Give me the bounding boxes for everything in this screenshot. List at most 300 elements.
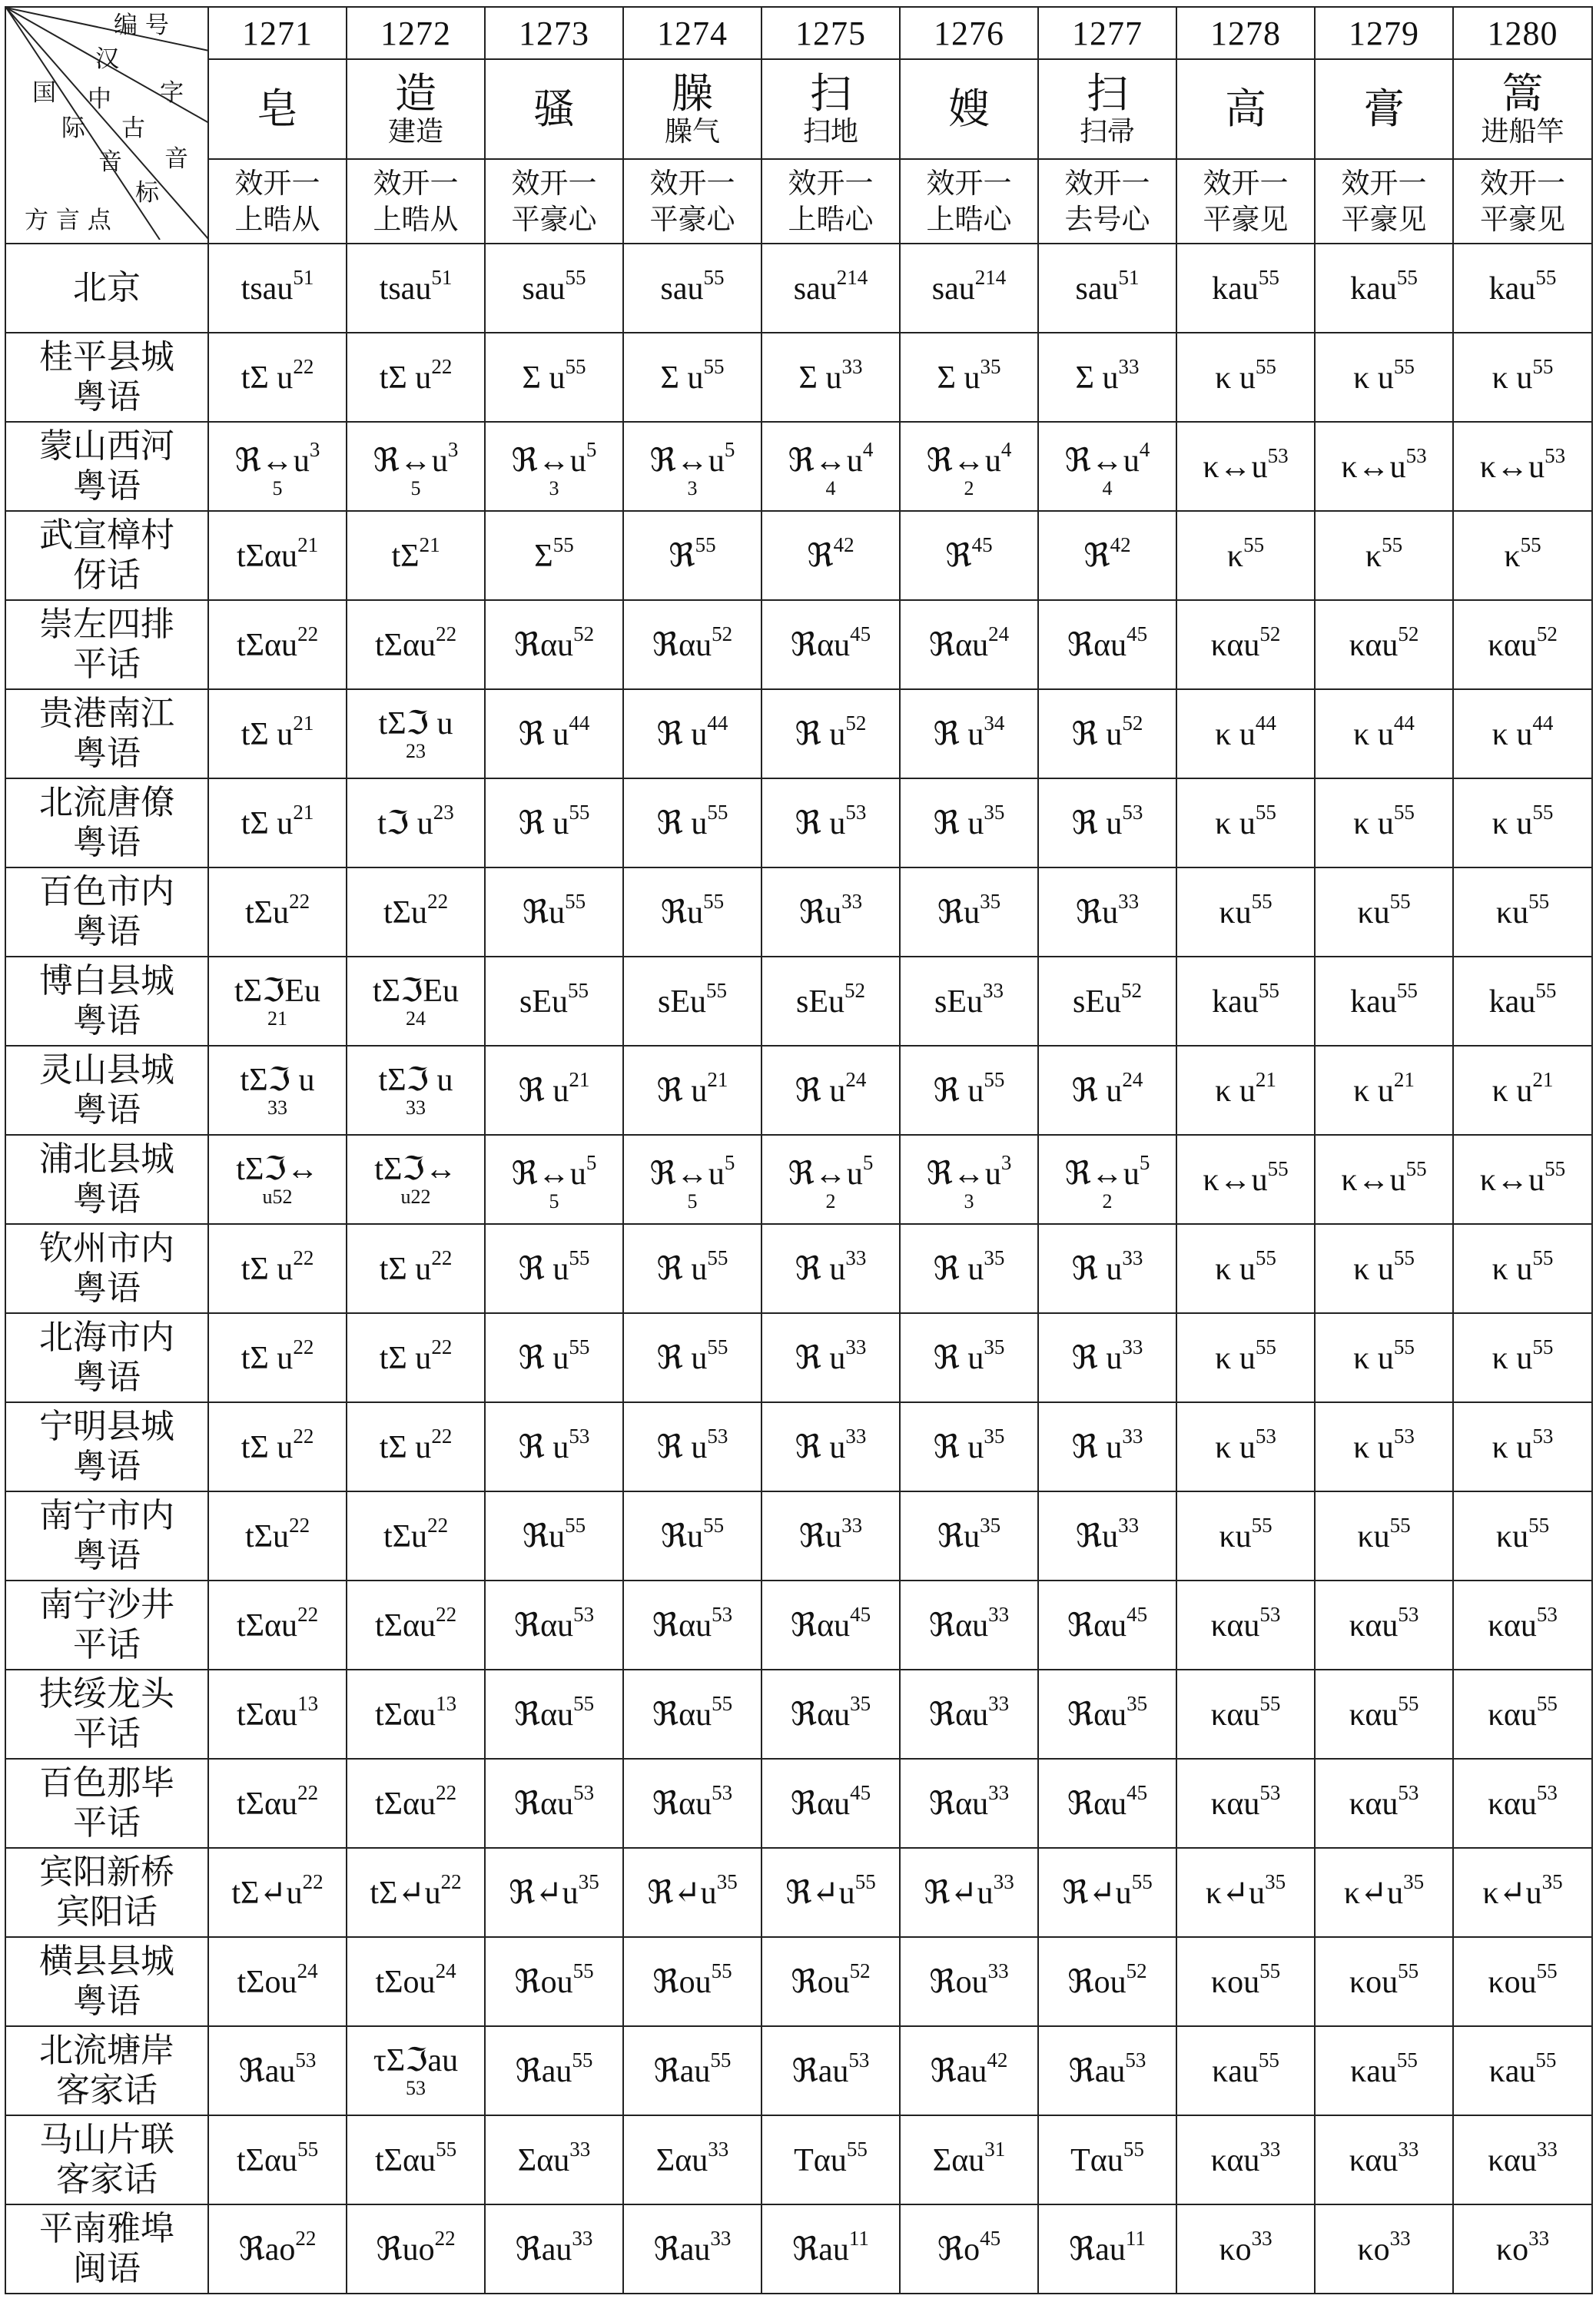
tone-number: 33: [841, 355, 863, 378]
dialect-place-name: 北流塘岸: [39, 2031, 174, 2070]
dialect-place-name: 崇左四排: [39, 605, 174, 644]
pronunciation-cell: $t\Sigma↵u^{22}$: [347, 1848, 485, 1937]
tone-number: 24: [845, 1068, 867, 1091]
column-character-cell: [208, 59, 347, 159]
column-character-cell: [485, 59, 623, 159]
tone-number: 42: [1110, 533, 1131, 556]
pronunciation-cell: ℜu$^{55}$: [623, 1491, 762, 1581]
tone-number: 35: [984, 801, 1005, 824]
dialect-type: 粤语: [73, 1982, 141, 2021]
tone-number: 33: [993, 1870, 1014, 1893]
tone-number: 33: [988, 1692, 1010, 1715]
dialect-place-name: 北海市内: [39, 1318, 174, 1357]
column-number: 1274: [623, 7, 762, 59]
classification-line-2: 去号心: [1064, 203, 1150, 236]
pronunciation-cell: ℜ $u^{53}$: [623, 1402, 762, 1491]
corner-label-ji: 际: [61, 114, 85, 142]
tone-number: 3: [447, 437, 459, 461]
tone-number: 55: [846, 2138, 868, 2161]
pronunciation-cell: ℜ $u^{24}$: [762, 1046, 900, 1135]
column-character-cell: [1315, 59, 1453, 159]
pronunciation-cell: ℜ $u^{53}$: [485, 1402, 623, 1491]
column-number: 1279: [1315, 7, 1453, 59]
tone-number: 55: [1396, 266, 1418, 289]
pronunciation-main: $ℜ\leftrightarrow u^5$: [1064, 1150, 1150, 1192]
pronunciation-cell: ℜau$^{53}$: [1038, 2026, 1176, 2115]
pronunciation-cell: ℜ $u^{33}$: [762, 1313, 900, 1402]
tone-number: 53: [1267, 444, 1289, 467]
pronunciation-cell: καu$^{55}$: [1453, 1670, 1592, 1759]
column-character: 膏: [1363, 85, 1405, 133]
pronunciation-cell: κ $u^{55}$: [1453, 778, 1592, 867]
pronunciation-cell: tΣ $u^{22}$: [208, 1224, 347, 1313]
dialect-point-cell: [5, 1581, 208, 1670]
tone-number: 53: [295, 2048, 317, 2072]
tone-number: 55: [1528, 1514, 1550, 1537]
column-number: 1280: [1453, 7, 1592, 59]
corner-label-han: 汉: [95, 45, 119, 73]
pronunciation-cell: sEu$^{52}$: [1038, 957, 1176, 1046]
pronunciation-cell: κ $u^{55}$: [1315, 778, 1453, 867]
tone-number: 52: [1121, 979, 1142, 1002]
pronunciation-cell: tΣ $u^{22}$: [347, 1313, 485, 1402]
pronunciation-cell: ℜ$^{55}$: [623, 511, 762, 600]
tone-number: 55: [1389, 1514, 1411, 1537]
pronunciation-cell: ℜαu$^{45}$: [762, 1759, 900, 1848]
classification-line-1: 效开一: [649, 167, 735, 200]
pronunciation-cell: $\kappa u^{55}$: [1315, 1491, 1453, 1581]
pronunciation-cell: tΣu$^{22}$: [208, 1491, 347, 1581]
table-row: [5, 1937, 1592, 2026]
tone-number: 55: [1393, 1246, 1415, 1269]
pronunciation-cell: ℜu$^{33}$: [1038, 867, 1176, 957]
classification-line-1: 效开一: [1203, 167, 1289, 200]
pronunciation-cell: $\kappa^{55}$: [1176, 511, 1315, 600]
pronunciation-cell: tΣαu$^{13}$: [347, 1670, 485, 1759]
tone-number: 55: [1258, 979, 1279, 1002]
tone-number: 22: [436, 622, 457, 645]
tone-number: 51: [431, 266, 453, 289]
tone-number: 33: [569, 2138, 591, 2161]
pronunciation-cell: ℜuo$^{22}$: [347, 2204, 485, 2294]
pronunciation-cell: Tαu$^{55}$: [762, 2115, 900, 2204]
pronunciation-cell: sau$^{51}$: [1038, 244, 1176, 333]
tone-subscript: 33: [406, 1096, 426, 1119]
pronunciation-cell: $\kappa o^{33}$: [1453, 2204, 1592, 2294]
pronunciation-cell: ℜau$^{42}$: [900, 2026, 1038, 2115]
dialect-point-cell: [5, 1670, 208, 1759]
tone-number: 55: [1545, 1157, 1566, 1180]
dialect-type: 客家话: [56, 2160, 158, 2199]
column-example-word: 臊气: [664, 116, 720, 148]
tone-number: 35: [980, 890, 1001, 913]
pronunciation-main: $ℜ\leftrightarrow u^5$: [788, 1150, 874, 1192]
table-row: [5, 1402, 1592, 1491]
dialect-place-name: 钦州市内: [39, 1229, 174, 1268]
pronunciation-cell: ℜαu$^{24}$: [900, 600, 1038, 689]
tone-number: 55: [1251, 1514, 1272, 1537]
tone-number: 55: [1243, 533, 1265, 556]
dialect-point-cell: [5, 867, 208, 957]
tone-number: 214: [836, 266, 868, 289]
classification-line-1: 效开一: [511, 167, 597, 200]
tone-number: 55: [573, 1692, 595, 1715]
pronunciation-main: $ℜ\leftrightarrow u^4$: [1064, 437, 1150, 479]
tone-number: 34: [984, 712, 1005, 735]
column-classification-cell: [762, 159, 900, 244]
pronunciation-cell: ℜ$^{42}$: [762, 511, 900, 600]
pronunciation-cell: ℜαu$^{33}$: [900, 1581, 1038, 1670]
tone-number: 33: [1122, 1246, 1143, 1269]
tone-number: 5: [862, 1150, 874, 1174]
tone-number: 33: [841, 890, 863, 913]
tone-number: 44: [569, 712, 590, 735]
pronunciation-cell: tΣu$^{22}$: [208, 867, 347, 957]
pronunciation-cell: $\kappa^{55}$: [1315, 511, 1453, 600]
tone-subscript: 5: [687, 1189, 698, 1212]
pronunciation-cell: κ $u^{55}$: [1315, 1313, 1453, 1402]
pronunciation-cell: καu$^{52}$: [1176, 600, 1315, 689]
tone-number: 4: [1000, 437, 1012, 461]
tone-number: 31: [984, 2138, 1006, 2161]
pronunciation-cell: $\kappa↵u^{35}$: [1315, 1848, 1453, 1937]
pronunciation-cell: κ $u^{55}$: [1453, 333, 1592, 422]
pronunciation-cell: κ $u^{55}$: [1453, 1224, 1592, 1313]
pronunciation-cell: sEu$^{33}$: [900, 957, 1038, 1046]
dialect-place-name: 平南雅埠: [39, 2209, 174, 2248]
column-classification-cell: [485, 159, 623, 244]
dialect-type: 粤语: [73, 1536, 141, 1575]
column-classification-cell: [1038, 159, 1176, 244]
pronunciation-cell: tΣ $u^{22}$: [208, 1313, 347, 1402]
tone-subscript: 4: [825, 476, 836, 499]
classification-line-2: 平豪见: [1203, 203, 1289, 236]
pronunciation-cell: καu$^{55}$: [1315, 1670, 1453, 1759]
dialect-point-cell: [5, 1759, 208, 1848]
tone-number: 53: [1536, 1781, 1558, 1804]
pronunciation-cell: καu$^{33}$: [1453, 2115, 1592, 2204]
pronunciation-cell: ℜao$^{22}$: [208, 2204, 347, 2294]
dialect-type: 粤语: [73, 466, 141, 506]
tone-number: 44: [1255, 712, 1276, 735]
pronunciation-cell: ℜ $u^{21}$: [623, 1046, 762, 1135]
pronunciation-cell: ℜau$^{55}$: [623, 2026, 762, 2115]
pronunciation-cell: ℜαu$^{45}$: [1038, 1581, 1176, 1670]
pronunciation-main: tΣℑEu: [234, 974, 321, 1009]
dialect-type: 粤语: [73, 1179, 141, 1219]
tone-number: 55: [572, 2048, 593, 2072]
tone-number: 52: [712, 622, 733, 645]
pronunciation-cell: ℜαu$^{52}$: [623, 600, 762, 689]
tone-number: 55: [1532, 1246, 1554, 1269]
tone-number: 33: [1528, 2227, 1550, 2250]
tone-number: 45: [971, 533, 993, 556]
pronunciation-cell: ℜ $u^{55}$: [900, 1046, 1038, 1135]
dialect-place-name: 北京: [73, 268, 141, 307]
tone-number: 55: [1382, 533, 1403, 556]
table-row: [5, 600, 1592, 689]
column-character: 皂: [257, 85, 298, 133]
corner-label-biao: 标: [135, 179, 159, 207]
pronunciation-cell: [1038, 1135, 1176, 1224]
dialect-type: 平话: [73, 1625, 141, 1664]
pronunciation-cell: [762, 422, 900, 511]
pronunciation-cell: tΣαu$^{22}$: [208, 600, 347, 689]
pronunciation-cell: κau$^{55}$: [1453, 2026, 1592, 2115]
table-row: [5, 867, 1592, 957]
pronunciation-cell: tΣ $u^{21}$: [208, 689, 347, 778]
column-character-cell: [762, 59, 900, 159]
pronunciation-main: tΣℑ u: [378, 706, 453, 741]
pronunciation-cell: $ℜ↵u^{35}$: [485, 1848, 623, 1937]
tone-number: 44: [1393, 712, 1415, 735]
pronunciation-main: tΣℑ u: [378, 1063, 453, 1098]
pronunciation-cell: [208, 957, 347, 1046]
number-row: [5, 7, 1592, 59]
table-row: [5, 957, 1592, 1046]
pronunciation-cell: $\kappa o^{33}$: [1176, 2204, 1315, 2294]
tone-number: 55: [1532, 801, 1554, 824]
column-character: 骚: [533, 85, 575, 133]
pronunciation-cell: ℜαu$^{45}$: [762, 600, 900, 689]
column-character: 扫: [1087, 69, 1128, 118]
tone-number: 22: [436, 1603, 457, 1626]
tone-subscript: 24: [406, 1007, 426, 1030]
pronunciation-cell: kau$^{55}$: [1453, 957, 1592, 1046]
pronunciation-cell: καu$^{33}$: [1176, 2115, 1315, 2204]
tone-number: 52: [844, 979, 865, 1002]
table-row: [5, 1224, 1592, 1313]
tone-number: 55: [1532, 355, 1554, 378]
pronunciation-cell: ℜau$^{55}$: [485, 2026, 623, 2115]
dialect-place-name: 桂平县城: [39, 337, 174, 376]
tone-number: 55: [1255, 355, 1276, 378]
pronunciation-cell: kau$^{55}$: [1176, 244, 1315, 333]
pronunciation-cell: tΣαu$^{22}$: [347, 1581, 485, 1670]
pronunciation-cell: $ℜ↵u^{55}$: [762, 1848, 900, 1937]
dialect-type: 平话: [73, 1803, 141, 1843]
tone-number: 53: [1545, 444, 1566, 467]
pronunciation-cell: ℜou$^{33}$: [900, 1937, 1038, 2026]
tone-number: 22: [289, 890, 310, 913]
tone-number: 21: [1393, 1068, 1415, 1091]
pronunciation-cell: ℜu$^{55}$: [623, 867, 762, 957]
pronunciation-cell: tΣou$^{24}$: [347, 1937, 485, 2026]
pronunciation-cell: ℜu$^{33}$: [762, 1491, 900, 1581]
dialect-place-name: 北流唐僚: [39, 783, 174, 822]
table-row: [5, 1759, 1592, 1848]
pronunciation-cell: Σ $u^{55}$: [623, 333, 762, 422]
tone-number: 3: [1000, 1150, 1012, 1174]
tone-number: 13: [436, 1692, 457, 1715]
tone-number: 45: [980, 2227, 1001, 2250]
tone-number: 33: [572, 2227, 593, 2250]
dialect-type: 粤语: [73, 1447, 141, 1486]
tone-number: 33: [708, 2138, 729, 2161]
pronunciation-cell: $\kappa^{55}$: [1453, 511, 1592, 600]
pronunciation-cell: $\kappa u^{55}$: [1176, 1491, 1315, 1581]
tone-number: 21: [293, 712, 314, 735]
tone-subscript: u52: [262, 1186, 293, 1208]
classification-line-2: 平豪心: [649, 203, 735, 236]
pronunciation-cell: κ $u^{53}$: [1453, 1402, 1592, 1491]
tone-number: 53: [1532, 1425, 1554, 1448]
dialect-point-cell: [5, 957, 208, 1046]
pronunciation-cell: ℜαu$^{52}$: [485, 600, 623, 689]
tone-number: 55: [552, 533, 574, 556]
pronunciation-cell: ℜαu$^{55}$: [485, 1670, 623, 1759]
corner-label-zhong: 中: [88, 85, 111, 113]
tone-number: 55: [707, 1335, 728, 1358]
pronunciation-cell: καu$^{53}$: [1453, 1581, 1592, 1670]
column-classification-cell: [208, 159, 347, 244]
tone-number: 55: [1255, 1246, 1276, 1269]
pronunciation-cell: [1038, 422, 1176, 511]
pronunciation-cell: ℜαu$^{35}$: [1038, 1670, 1176, 1759]
tone-number: 55: [565, 355, 586, 378]
pronunciation-cell: καu$^{52}$: [1315, 600, 1453, 689]
pronunciation-main: $ℜ\leftrightarrow u^3$: [234, 437, 320, 479]
tone-number: 4: [1139, 437, 1150, 461]
tone-number: 44: [707, 712, 728, 735]
classification-line-2: 上晧从: [234, 203, 320, 236]
tone-number: 33: [987, 1959, 1009, 1982]
tone-number: 52: [573, 622, 595, 645]
pronunciation-cell: sau$^{55}$: [623, 244, 762, 333]
pronunciation-cell: tΣ $u^{22}$: [347, 1224, 485, 1313]
pronunciation-cell: tΣαu$^{21}$: [208, 511, 347, 600]
pronunciation-cell: ℜ $u^{55}$: [623, 778, 762, 867]
column-number: 1272: [347, 7, 485, 59]
pronunciation-cell: Σ $u^{55}$: [485, 333, 623, 422]
table-row: [5, 1313, 1592, 1402]
column-character-cell: [1176, 59, 1315, 159]
pronunciation-cell: κ $u^{53}$: [1176, 1402, 1315, 1491]
pronunciation-cell: tΣαu$^{22}$: [347, 1759, 485, 1848]
dialect-point-cell: [5, 1224, 208, 1313]
dialect-point-cell: [5, 1937, 208, 2026]
pronunciation-cell: $ℜ↵u^{33}$: [900, 1848, 1038, 1937]
pronunciation-cell: Σ $u^{33}$: [1038, 333, 1176, 422]
dialect-type: 伢话: [73, 556, 141, 595]
column-character-cell: [623, 59, 762, 159]
pronunciation-cell: καu$^{55}$: [1176, 1670, 1315, 1759]
pronunciation-cell: $\kappa\leftrightarrow u^{53}$: [1453, 422, 1592, 511]
tone-number: 52: [1536, 622, 1558, 645]
pronunciation-cell: Σαu$^{33}$: [485, 2115, 623, 2204]
column-classification-cell: [1453, 159, 1592, 244]
classification-line-2: 平豪心: [511, 203, 597, 236]
tone-number: 22: [434, 2227, 456, 2250]
pronunciation-cell: καu$^{53}$: [1315, 1759, 1453, 1848]
dialect-type: 粤语: [73, 1001, 141, 1040]
pronunciation-cell: ℜau$^{53}$: [208, 2026, 347, 2115]
tone-number: 33: [1118, 1514, 1140, 1537]
dialect-type: 宾阳话: [56, 1892, 158, 1932]
tone-number: 55: [1396, 2048, 1418, 2072]
tone-number: 55: [1536, 1959, 1558, 1982]
pronunciation-cell: κou$^{55}$: [1176, 1937, 1315, 2026]
tone-number: 13: [297, 1692, 319, 1715]
tone-number: 33: [841, 1514, 863, 1537]
pronunciation-cell: ℜ $u^{34}$: [900, 689, 1038, 778]
pronunciation-cell: $\Sigma^{55}$: [485, 511, 623, 600]
character-row: [5, 59, 1592, 159]
tone-number: 35: [980, 355, 1001, 378]
dialect-place-name: 博白县城: [39, 961, 174, 1000]
column-classification-cell: [900, 159, 1038, 244]
pronunciation-cell: tΣαu$^{55}$: [208, 2115, 347, 2204]
pronunciation-cell: ℜαu$^{53}$: [485, 1581, 623, 1670]
tone-number: 55: [984, 1068, 1005, 1091]
pronunciation-cell: $\kappa\leftrightarrow u^{53}$: [1176, 422, 1315, 511]
tone-number: 3: [309, 437, 320, 461]
tone-number: 22: [431, 1335, 453, 1358]
pronunciation-cell: ℜ $u^{33}$: [762, 1224, 900, 1313]
tone-number: 22: [436, 1781, 457, 1804]
dialect-point-cell: [5, 422, 208, 511]
pronunciation-cell: Σαu$^{31}$: [900, 2115, 1038, 2204]
tone-number: 55: [1393, 355, 1415, 378]
tone-number: 33: [710, 2227, 732, 2250]
column-number: 1278: [1176, 7, 1315, 59]
tone-subscript: 3: [964, 1189, 974, 1212]
pronunciation-cell: $\kappa o^{33}$: [1315, 2204, 1453, 2294]
pronunciation-cell: ℜu$^{55}$: [485, 1491, 623, 1581]
tone-number: 55: [1255, 1335, 1276, 1358]
pronunciation-cell: tsau$^{51}$: [208, 244, 347, 333]
pronunciation-cell: ℜ $u^{44}$: [623, 689, 762, 778]
tone-number: 22: [302, 1870, 324, 1893]
table-row: [5, 422, 1592, 511]
pronunciation-cell: $\kappa\leftrightarrow u^{55}$: [1315, 1135, 1453, 1224]
pronunciation-cell: tΣ $u^{21}$: [208, 778, 347, 867]
pronunciation-cell: kau$^{55}$: [1315, 957, 1453, 1046]
table-row: [5, 1848, 1592, 1937]
dialect-place-name: 百色那毕: [39, 1763, 174, 1803]
pronunciation-cell: ℜou$^{55}$: [485, 1937, 623, 2026]
pronunciation-cell: tΣαu$^{22}$: [347, 600, 485, 689]
tone-number: 53: [1122, 801, 1143, 824]
tone-number: 53: [1405, 444, 1427, 467]
pronunciation-cell: tΣαu$^{13}$: [208, 1670, 347, 1759]
pronunciation-cell: $ℜ↵u^{35}$: [623, 1848, 762, 1937]
tone-number: 55: [1258, 266, 1279, 289]
column-number: 1276: [900, 7, 1038, 59]
column-number: 1275: [762, 7, 900, 59]
pronunciation-cell: ℜau$^{33}$: [623, 2204, 762, 2294]
dialect-point-cell: [5, 1135, 208, 1224]
pronunciation-cell: ℜ $u^{53}$: [1038, 778, 1176, 867]
pronunciation-main: $ℜ\leftrightarrow u^5$: [511, 1150, 597, 1192]
tone-number: 55: [1255, 801, 1276, 824]
pronunciation-cell: $\kappa u^{55}$: [1453, 1491, 1592, 1581]
pronunciation-cell: ℜαu$^{45}$: [1038, 600, 1176, 689]
tone-number: 22: [431, 355, 453, 378]
dialect-place-name: 蒙山西河: [39, 426, 174, 466]
pronunciation-cell: κou$^{55}$: [1453, 1937, 1592, 2026]
tone-number: 22: [297, 1781, 319, 1804]
dialect-point-cell: [5, 1491, 208, 1581]
dialect-place-name: 百色市内: [39, 872, 174, 911]
dialect-table-page: [5, 6, 1591, 2288]
pronunciation-cell: $\kappa u^{55}$: [1453, 867, 1592, 957]
dialect-place-name: 南宁市内: [39, 1496, 174, 1535]
table-row: [5, 2204, 1592, 2294]
pronunciation-cell: [485, 1135, 623, 1224]
corner-label-guo: 国: [32, 79, 56, 107]
dialect-type: 平话: [73, 645, 141, 684]
